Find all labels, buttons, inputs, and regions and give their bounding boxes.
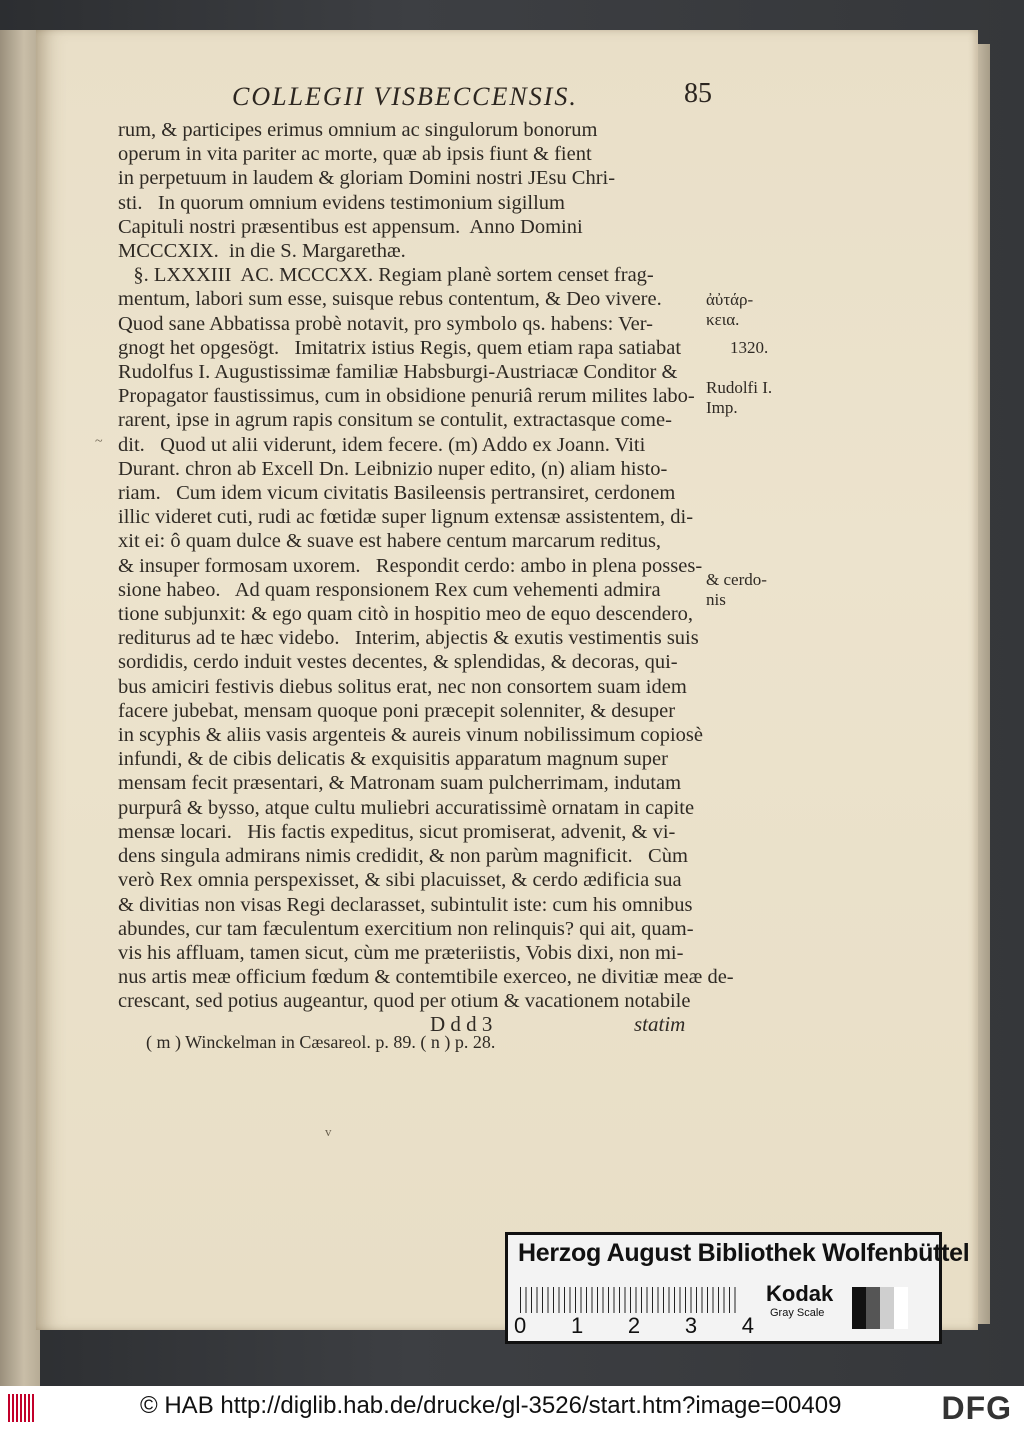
text-line: facere jubebat, mensam quoque poni præcepit solenniter, & desuper: [118, 699, 676, 722]
scale-number: 1: [570, 1313, 584, 1338]
text-line: mensæ locari. His factis expeditus, sicut promiserat, advenit, & vi-: [118, 820, 676, 843]
swatch-cell: [894, 1287, 908, 1329]
margin-note-rudolfi-text: Rudolfi I. Imp.: [706, 378, 773, 417]
text-line: abundes, cur tam fæculentum exercitium non relinquis? qui ait, quam-: [118, 917, 694, 940]
swatch-cell: [880, 1287, 894, 1329]
text-line: sti. In quorum omnium evidens testimonium sigillum: [118, 191, 566, 214]
text-line: illic videret cuti, rudi ac fœtidæ super lignum extensæ assistentem, di-: [118, 506, 694, 529]
viewer-footer: [0, 1386, 1024, 1430]
binding-shadow: [0, 30, 40, 1386]
scale-numbers: [514, 1313, 754, 1339]
margin-note-rudolfi: [706, 378, 772, 418]
hab-barcode-icon: [8, 1394, 36, 1422]
text-line: & divitias non visas Regi declarasset, subintulit iste: cum his omnibus: [118, 893, 693, 916]
kodak-brand: Kodak: [766, 1281, 834, 1306]
scale-number: 3: [684, 1313, 698, 1338]
footnote: ( m ) Winckelman in Cæsareol. p. 89. ( n ) p. 28.: [146, 1032, 496, 1052]
text-line: verò Rex omnia perspexisset, & sibi placuisset, & cerdo ædificia sua: [118, 869, 682, 892]
margin-note-cerdo-text: & cerdo- nis: [706, 570, 767, 609]
color-target-card: [505, 1232, 970, 1344]
scale-number: 0: [514, 1313, 527, 1338]
swatch-cell: [852, 1287, 866, 1329]
text-line: vis his affluam, tamen sicut, cùm me præteriistis, Vobis dixi, non mi-: [118, 941, 684, 964]
margin-note-greek-text: ἀὐτάρ- κεια.: [706, 290, 754, 329]
margin-note-year: 1320.: [730, 338, 769, 357]
page-number: 85: [684, 78, 712, 109]
text-line: Quod sane Abbatissa probè notavit, pro symbolo qs. habens: Ver-: [118, 312, 653, 335]
text-line: purpurâ & bysso, atque cultu muliebri accuratissimè ornatam in capite: [118, 796, 695, 819]
text-line: nus artis meæ officium fœdum & contemtibile exerceo, ne divitiæ meæ de-: [118, 966, 734, 989]
library-name: Herzog August Bibliothek Wolfenbüttel: [518, 1239, 970, 1267]
text-line: Durant. chron ab Excell Dn. Leibnizio nuper edito, (n) aliam histo-: [118, 457, 668, 480]
text-line: xit ei: ô quam dulce & suave est habere centum marcarum reditus,: [118, 530, 662, 553]
text-line: sione habeo. Ad quam responsionem Rex cum vehementi admira: [118, 578, 661, 601]
margin-note-cerdo: [706, 570, 767, 610]
text-line: sordidis, cerdo induit vestes decentes, & splendidas, & decoras, qui-: [118, 651, 678, 674]
text-line: in scyphis & aliis vasis argenteis & aureis vinum nobilissimum copiosè: [118, 724, 703, 747]
scale-number: 2: [627, 1313, 641, 1338]
text-line: operum in vita pariter ac morte, quæ ab ipsis fiunt & fient: [118, 143, 592, 166]
text-line: in perpetuum in laudem & gloriam Domini nostri JEsu Chri-: [118, 167, 616, 190]
text-line: crescant, sed potius augeantur, quod per otium & vacationem notabile: [118, 990, 691, 1013]
copyright-link[interactable]: © HAB http://diglib.hab.de/drucke/gl-3526/start.htm?image=00409: [140, 1392, 842, 1419]
text-line: dens singula admirans nimis credidit, & non parùm magnificit. Cùm: [118, 845, 688, 868]
margin-note-greek: [706, 290, 753, 330]
signature-mark: D d d 3: [430, 1012, 493, 1036]
text-line: mensam fecit præsentari, & Matronam suam pulcherrimam, indutam: [118, 772, 682, 795]
text-line: bus amiciri festivis diebus solitus erat, nec non consortem suam idem: [118, 675, 687, 698]
text-line: MCCCXIX. in die S. Margarethæ.: [118, 240, 406, 263]
text-line: & insuper formosam uxorem. Respondit cerdo: ambo in plena posses-: [118, 554, 703, 577]
text-line: rarent, ipse in agrum rapis consitum se contulit, extractasque come-: [118, 409, 672, 432]
pencil-mark: ~: [95, 434, 103, 449]
text-line: Propagator faustissimus, cum in obsidione penuriâ rerum milites labo-: [118, 385, 695, 408]
scale-number: 4: [741, 1313, 754, 1338]
text-line: dit. Quod ut alii viderunt, idem fecere. (m) Addo ex Joann. Viti: [118, 433, 646, 456]
text-line: rum, & participes erimus omnium ac singulorum bonorum: [118, 119, 598, 141]
gray-swatch: [852, 1287, 908, 1329]
text-line: Rudolfus I. Augustissimæ familiæ Habsburgi-Austriacæ Conditor &: [118, 361, 678, 384]
text-line: mentum, labori sum esse, suisque rebus contentum, & Deo vivere.: [118, 288, 662, 311]
text-line: §. LXXXIII AC. MCCCXX. Regiam planè sortem censet frag-: [118, 264, 654, 287]
swatch-cell: [866, 1287, 880, 1329]
dfg-logo: DFG: [941, 1390, 1012, 1426]
text-line: riam. Cum idem vicum civitatis Basileensis pertransiret, cerdonem: [118, 482, 676, 505]
catchword: statim: [634, 1012, 686, 1036]
text-line: gnogt het opgesögt. Imitatrix istius Regis, quem etiam rapa satiabat: [118, 336, 682, 359]
text-line: infundi, & de cibis delicatis & exquisitis apparatum magnum super: [118, 748, 668, 771]
text-line: rediturus ad te hæc videbo. Interim, abjectis & exutis vestimentis suis: [118, 627, 699, 650]
text-line: Capituli nostri præsentibus est appensum. Anno Domini: [118, 215, 583, 238]
text-line: tione subjunxit: & ego quam citò in hospitio meo de equo descendero,: [118, 603, 694, 626]
pencil-tick: v: [325, 1124, 332, 1139]
gray-scale-label: Gray Scale: [770, 1307, 825, 1319]
running-head: COLLEGII VISBECCENSIS.: [232, 82, 578, 111]
scale-ruler: [520, 1287, 740, 1313]
